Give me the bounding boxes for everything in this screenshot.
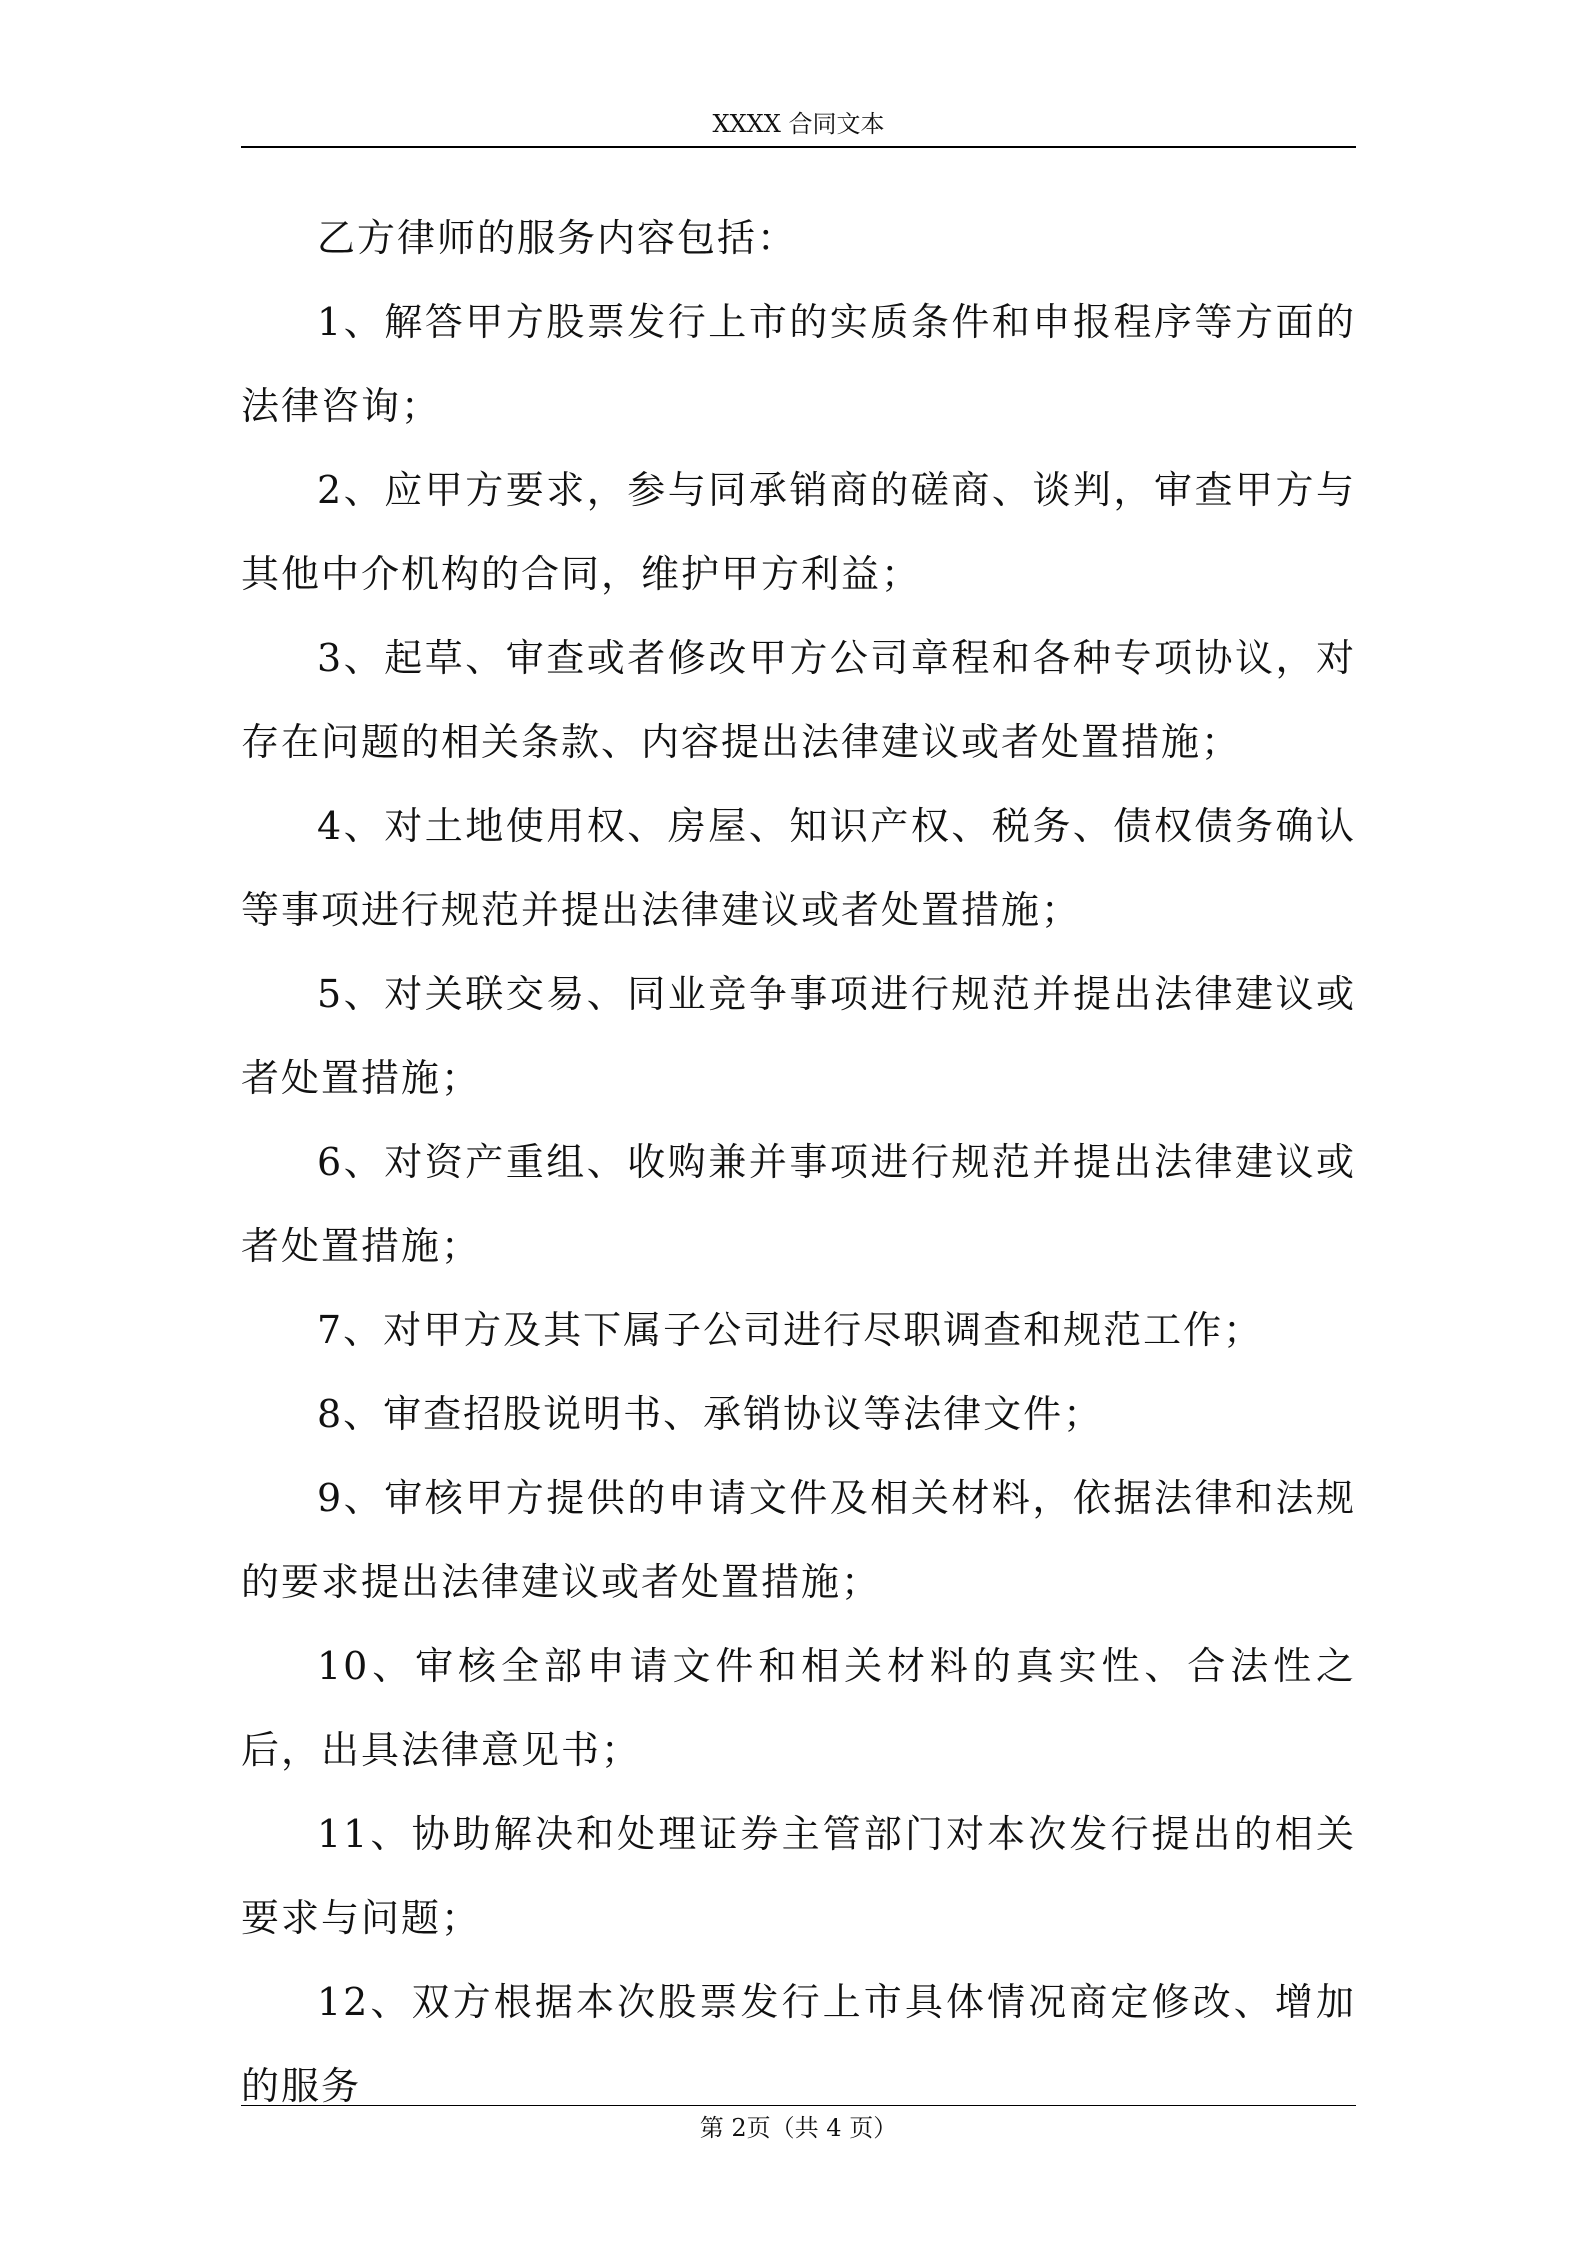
list-item-9: 9、审核甲方提供的申请文件及相关材料，依据法律和法规的要求提出法律建议或者处置措施；	[241, 1476, 1356, 1604]
footer-divider	[241, 2105, 1356, 2106]
list-item-8: 8、审查招股说明书、承销协议等法律文件；	[317, 1392, 1104, 1436]
list-item-6: 6、对资产重组、收购兼并事项进行规范并提出法律建议或者处置措施；	[241, 1140, 1356, 1268]
page-header-title: XXXX 合同文本	[712, 110, 885, 138]
list-item-3: 3、起草、审查或者修改甲方公司章程和各种专项协议，对存在问题的相关条款、内容提出法律建议或者处置措施；	[241, 636, 1356, 764]
list-item-5: 5、对关联交易、同业竞争事项进行规范并提出法律建议或者处置措施；	[241, 972, 1356, 1100]
list-item-4: 4、对土地使用权、房屋、知识产权、税务、债权债务确认等事项进行规范并提出法律建议或者处置措施；	[241, 804, 1356, 932]
list-item-11: 11、协助解决和处理证券主管部门对本次发行提出的相关要求与问题；	[241, 1812, 1356, 1940]
list-item-1: 1、解答甲方股票发行上市的实质条件和申报程序等方面的法律咨询；	[241, 300, 1356, 428]
list-item-2: 2、应甲方要求，参与同承销商的磋商、谈判，审查甲方与其他中介机构的合同，维护甲方利益；	[241, 468, 1356, 596]
list-item-12: 12、双方根据本次股票发行上市具体情况商定修改、增加的服务	[241, 1980, 1356, 2108]
list-item-7: 7、对甲方及其下属子公司进行尽职调查和规范工作；	[317, 1308, 1264, 1352]
list-item-10: 10、审核全部申请文件和相关材料的真实性、合法性之后，出具法律意见书；	[241, 1644, 1356, 1772]
paragraph-intro: 乙方律师的服务内容包括：	[317, 216, 798, 260]
document-body	[241, 196, 1356, 2128]
page-number: 第 2页（共 4 页）	[699, 2114, 898, 2142]
header-divider	[241, 146, 1356, 148]
